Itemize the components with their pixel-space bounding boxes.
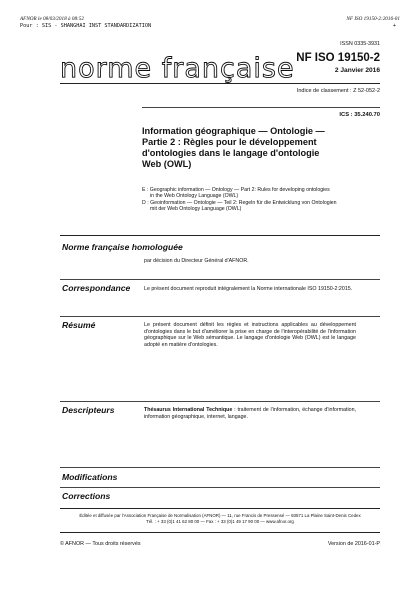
corrections-heading: Corrections xyxy=(62,491,111,501)
modifications-heading: Modifications xyxy=(62,472,118,482)
header-reference: NF ISO 19150-2:2016-01 xyxy=(346,16,400,22)
descripteurs-keywords: : traitement de l'information, échange d'information, information géographique, internet, langage. xyxy=(144,407,357,420)
issn: ISSN 0335-3931 xyxy=(340,41,380,47)
standard-date: 2 Janvier 2016 xyxy=(334,67,380,74)
section-divider-descripteurs xyxy=(60,401,380,402)
english-title-line-1: E : Geographic information — Ontology — Part 2: Rules for developing ontologies xyxy=(142,187,330,193)
correspondance-heading: Correspondance xyxy=(62,283,131,293)
top-divider xyxy=(60,83,380,84)
publisher-contact: Tél. : + 33 (0)1 41 62 80 00 — Fax : + 33 (0)1 49 17 90 00 — www.afnor.org xyxy=(146,519,294,525)
publisher-divider xyxy=(60,508,380,509)
correspondance-text: Le présent document reproduit intégralement la Norme internationale ISO 19150-2:2015. xyxy=(144,286,353,292)
resume-text: Le présent document définit les règles et instructions applicables au développement d'ontologies dans le but d'améliorer la prise en charge de l'interopérabilité de l'information géographique sur le Web sémantique. Le langage d'ontologie Web (OWL) est le langage adopté en matière d'ontologies. xyxy=(144,322,356,348)
german-title-line-2: mit der Web Ontology Language (OWL) xyxy=(150,206,242,213)
document-title xyxy=(142,126,382,170)
homologuee-heading: Norme française homologuée xyxy=(62,242,183,252)
section-divider-correspondance xyxy=(60,279,380,280)
german-title-line-1: D : Geoinformation — Ontologie — Teil 2: Regeln für die Entwicklung von Ontologien xyxy=(142,199,337,206)
title-translations xyxy=(142,187,382,213)
descripteurs-heading: Descripteurs xyxy=(62,405,115,415)
title-line-1: Information géographique — Ontologie — xyxy=(142,126,325,136)
ics-code: ICS : 35.240.70 xyxy=(339,112,380,118)
copyright: © AFNOR — Tous droits réservés xyxy=(60,541,141,547)
section-divider-homologuee xyxy=(60,235,380,236)
header-plus: + xyxy=(392,23,396,29)
english-title-line-2: in the Web Ontology Language (OWL) xyxy=(150,193,239,200)
title-line-2: Partie 2 : Règles pour le développement xyxy=(142,137,317,147)
homologuee-text: par décision du Directeur Général d'AFNOR. xyxy=(144,258,249,264)
descripteurs-thesaurus-label: Thésaurus International Technique xyxy=(144,407,233,413)
footer-divider xyxy=(60,532,380,533)
title-line-3: d'ontologies dans le langage d'ontologie xyxy=(142,148,320,158)
publisher-info xyxy=(60,513,380,525)
resume-heading: Résumé xyxy=(62,320,96,330)
standard-number: NF ISO 19150-2 xyxy=(296,52,380,64)
section-divider-resume xyxy=(60,316,380,317)
section-divider-corrections xyxy=(60,487,380,488)
header-timestamp: AFNOR le 08/03/2018 à 08:52 xyxy=(20,16,84,22)
section-divider-modifications xyxy=(60,467,380,468)
publisher-address: Éditée et diffusée par l'Association Française de Normalisation (AFNOR) — 11, rue Francis de Pressensé — 93571 La Plaine Saint-Denis Cedex xyxy=(79,513,361,518)
classification-index: Indice de classement : Z 52-052-2 xyxy=(296,88,380,94)
ics-divider xyxy=(142,107,380,108)
brand-logo-text: norme française xyxy=(60,53,295,84)
header-recipient: Pour : SIS - SHANGHAI INST STANDARDIZATION xyxy=(20,23,152,29)
title-line-4: Web (OWL) xyxy=(142,159,192,169)
descripteurs-text xyxy=(144,407,356,420)
version: Version de 2016-01-P xyxy=(327,541,380,547)
